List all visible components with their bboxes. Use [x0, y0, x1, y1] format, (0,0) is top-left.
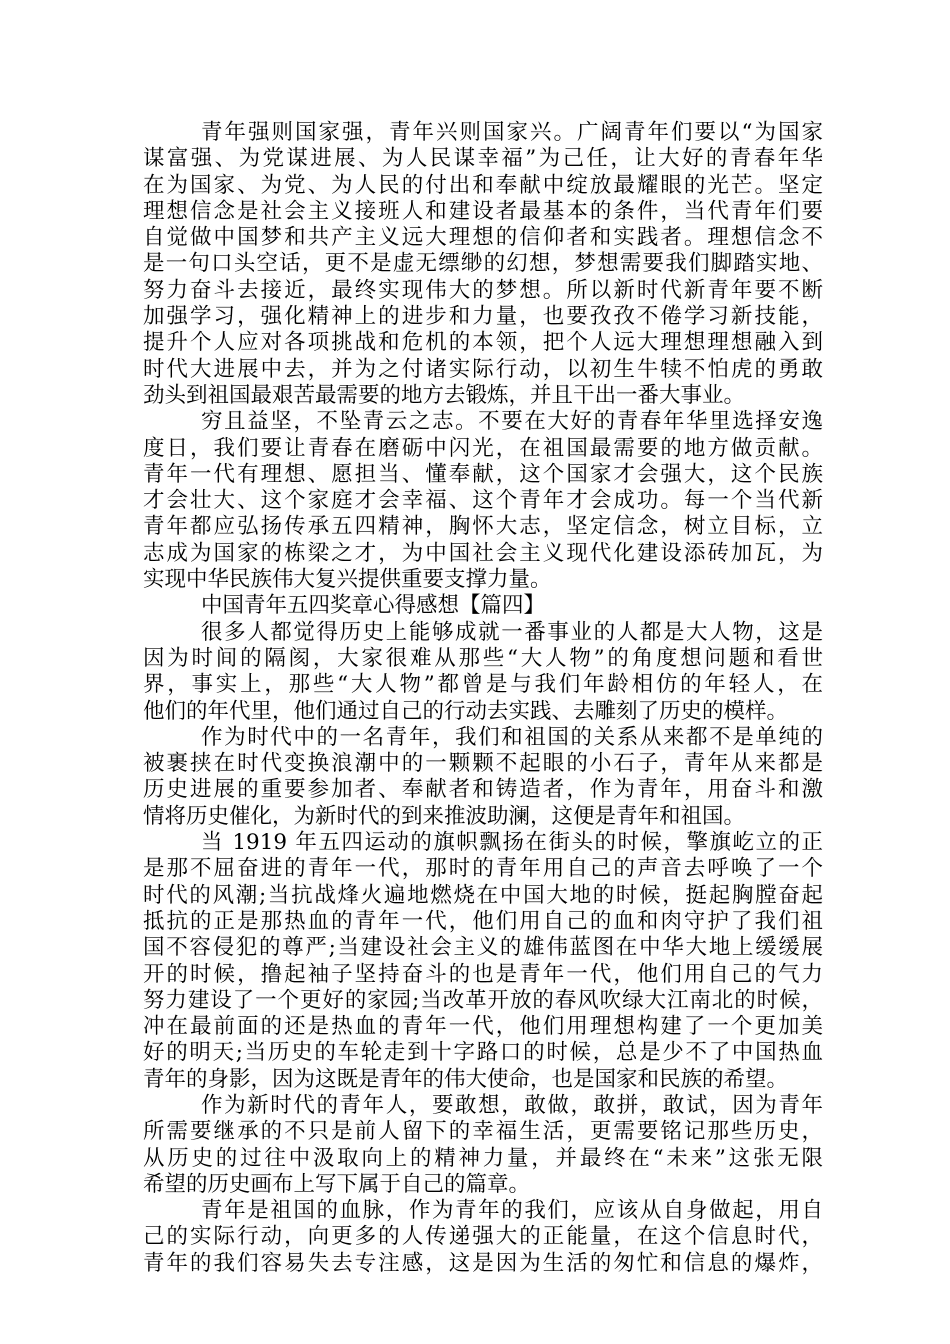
text-line: 国不容侵犯的尊严;当建设社会主义的雄伟蓝图在中华大地上缓缓展 — [143, 935, 823, 961]
paragraph-first-line: 作为新时代的青年人，要敢想，敢做，敢拼，敢试，因为青年 — [201, 1092, 823, 1118]
paragraph-first-line: 中国青年五四奖章心得感想【篇四】 — [201, 593, 546, 619]
text-line: 所需要继承的不只是前人留下的幸福生活，更需要铭记那些历史， — [143, 1119, 823, 1145]
paragraph-first-line: 很多人都觉得历史上能够成就一番事业的人都是大人物，这是 — [201, 619, 823, 645]
text-line: 希望的历史画布上写下属于自己的篇章。 — [143, 1171, 531, 1197]
text-line: 从历史的过往中汲取向上的精神力量，并最终在“未来”这张无限 — [143, 1145, 823, 1171]
text-line: 开的时候，撸起袖子坚持奋斗的也是青年一代，他们用自己的气力 — [143, 961, 823, 987]
text-line: 努力奋斗去接近，最终实现伟大的梦想。所以新时代新青年要不断 — [143, 277, 823, 303]
paragraph-first-line: 青年是祖国的血脉，作为青年的我们，应该从自身做起，用自 — [201, 1198, 823, 1224]
text-line: 青年都应弘扬传承五四精神，胸怀大志，坚定信念，树立目标，立 — [143, 514, 823, 540]
text-line: 度日，我们要让青春在磨砺中闪光，在祖国最需要的地方做贡献。 — [143, 435, 823, 461]
text-line: 界，事实上，那些“大人物”都曾是与我们年龄相仿的年轻人，在 — [143, 672, 823, 698]
text-line: 加强学习，强化精神上的进步和力量，也要孜孜不倦学习新技能， — [143, 304, 823, 330]
text-line: 是一句口头空话，更不是虚无缥缈的幻想，梦想需要我们脚踏实地、 — [143, 251, 823, 277]
text-line: 青年一代有理想、愿担当、懂奉献，这个国家才会强大，这个民族 — [143, 461, 823, 487]
text-line: 劲头到祖国最艰苦最需要的地方去锻炼，并且干出一番大事业。 — [143, 382, 746, 408]
paragraph-first-line: 当 1919 年五四运动的旗帜飘扬在街头的时候，擎旗屹立的正 — [201, 830, 823, 856]
text-line: 提升个人应对各项挑战和危机的本领，把个人远大理想理想融入到 — [143, 330, 823, 356]
paragraph-first-line: 作为时代中的一名青年，我们和祖国的关系从来都不是单纯的 — [201, 724, 823, 750]
text-line: 是那不屈奋进的青年一代，那时的青年用自己的声音去呼唤了一个 — [143, 856, 823, 882]
text-line: 他们的年代里，他们通过自己的行动去实践、去雕刻了历史的模样。 — [143, 698, 789, 724]
text-line: 时代大进展中去，并为之付诸实际行动，以初生牛犊不怕虎的勇敢 — [143, 356, 823, 382]
text-line: 时代的风潮;当抗战烽火遍地燃烧在中国大地的时候，挺起胸膛奋起 — [143, 882, 823, 908]
text-line: 才会壮大、这个家庭才会幸福、这个青年才会成功。每一个当代新 — [143, 488, 823, 514]
text-line: 在为国家、为党、为人民的付出和奉献中绽放最耀眼的光芒。坚定 — [143, 172, 823, 198]
text-line: 努力建设了一个更好的家园;当改革开放的春风吹绿大江南北的时候， — [143, 987, 823, 1013]
text-line: 好的明天;当历史的车轮走到十字路口的时候，总是少不了中国热血 — [143, 1040, 823, 1066]
text-line: 己的实际行动，向更多的人传递强大的正能量，在这个信息时代， — [143, 1224, 823, 1250]
text-line: 青年的我们容易失去专注感，这是因为生活的匆忙和信息的爆炸， — [143, 1250, 823, 1276]
paragraph-first-line: 穷且益坚，不坠青云之志。不要在大好的青春年华里选择安逸 — [201, 409, 823, 435]
paragraph-first-line: 青年强则国家强，青年兴则国家兴。广阔青年们要以“为国家 — [201, 120, 823, 145]
text-line: 自觉做中国梦和共产主义远大理想的信仰者和实践者。理想信念不 — [143, 225, 823, 251]
text-line: 冲在最前面的还是热血的青年一代，他们用理想构建了一个更加美 — [143, 1014, 823, 1040]
text-line: 情将历史催化，为新时代的到来推波助澜，这便是青年和祖国。 — [143, 803, 746, 829]
text-line: 被裹挟在时代变换浪潮中的一颗颗不起眼的小石子，青年从来都是 — [143, 751, 823, 777]
text-line: 实现中华民族伟大复兴提供重要支撑力量。 — [143, 567, 552, 593]
document-body-text — [143, 120, 823, 1277]
text-line: 志成为国家的栋梁之才，为中国社会主义现代化建设添砖加瓦，为 — [143, 540, 823, 566]
text-line: 谋富强、为党谋进展、为人民谋幸福”为己任，让大好的青春年华 — [143, 146, 823, 172]
text-line: 理想信念是社会主义接班人和建设者最基本的条件，当代青年们要 — [143, 198, 823, 224]
text-line: 历史进展的重要参加者、奉献者和铸造者，作为青年，用奋斗和激 — [143, 777, 823, 803]
text-line: 青年的身影，因为这既是青年的伟大使命，也是国家和民族的希望。 — [143, 1066, 789, 1092]
text-line: 抵抗的正是那热血的青年一代，他们用自己的血和肉守护了我们祖 — [143, 908, 823, 934]
text-line: 因为时间的隔阂，大家很难从那些“大人物”的角度想问题和看世 — [143, 645, 823, 671]
